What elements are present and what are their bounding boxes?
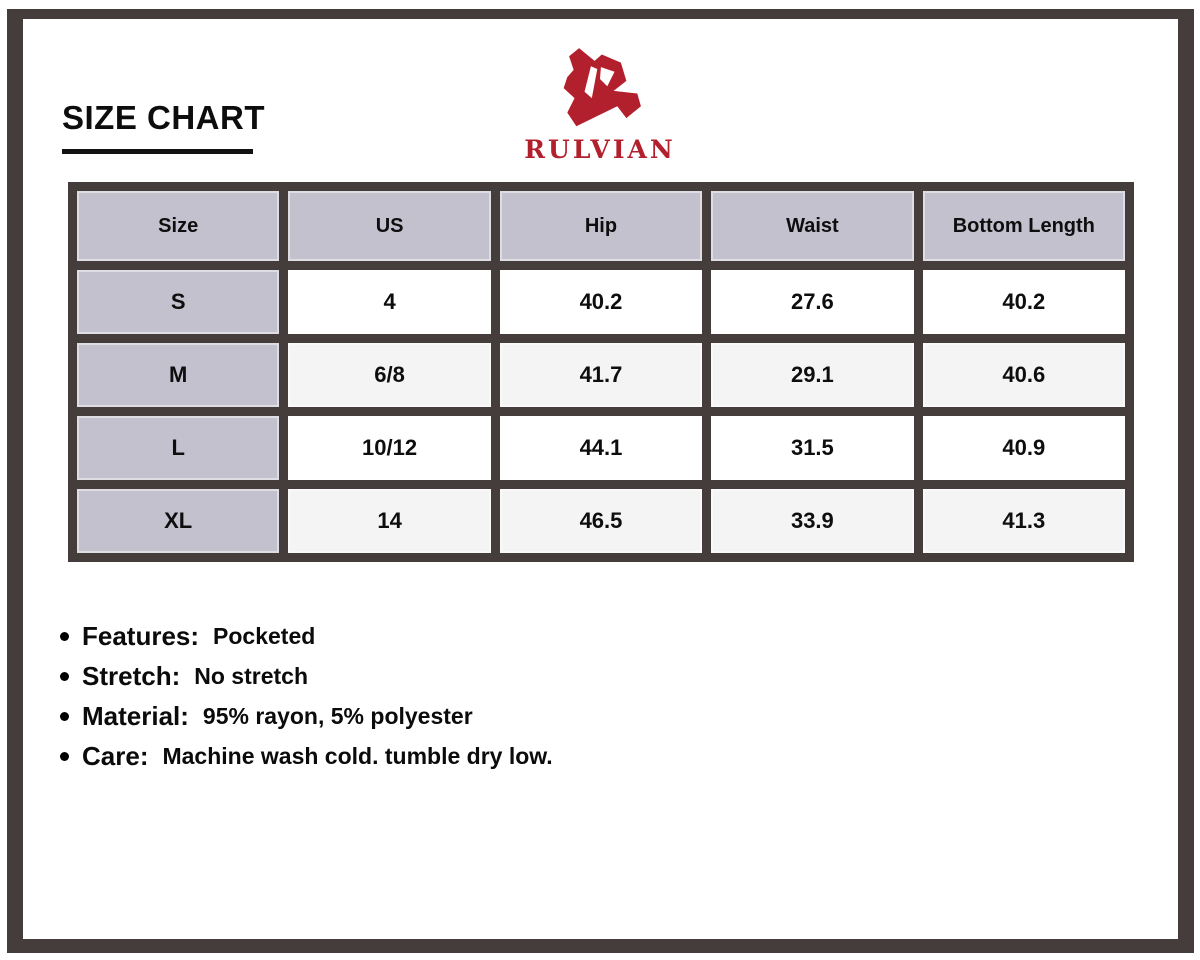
table-row-xl — [73, 485, 1130, 558]
detail-item-features — [60, 622, 553, 651]
hip-cell: 46.5 — [495, 485, 706, 558]
detail-value: 95% rayon, 5% polyester — [202, 703, 473, 729]
header-cell-size: Size — [73, 187, 284, 266]
bullet-icon — [60, 752, 69, 761]
table-row-s — [73, 266, 1130, 339]
bullet-icon — [60, 712, 69, 721]
table-row-m — [73, 339, 1130, 412]
header-cell-bottom-length: Bottom Length — [918, 187, 1129, 266]
hip-cell: 41.7 — [495, 339, 706, 412]
bottom-length-cell: 40.2 — [918, 266, 1129, 339]
us-cell: 6/8 — [284, 339, 495, 412]
detail-label: Features: — [82, 621, 200, 651]
bottom-length-cell: 40.9 — [918, 412, 1129, 485]
detail-value: Pocketed — [213, 623, 316, 649]
waist-cell: 31.5 — [707, 412, 918, 485]
title-underline — [62, 149, 253, 154]
detail-item-material — [60, 702, 553, 731]
detail-item-stretch — [60, 662, 553, 691]
us-cell: 14 — [284, 485, 495, 558]
bullet-icon — [60, 672, 69, 681]
us-cell: 4 — [284, 266, 495, 339]
hip-cell: 40.2 — [495, 266, 706, 339]
size-cell: M — [73, 339, 284, 412]
waist-cell: 29.1 — [707, 339, 918, 412]
hip-cell: 44.1 — [495, 412, 706, 485]
bullet-icon — [60, 632, 69, 641]
size-cell: L — [73, 412, 284, 485]
header-cell-hip: Hip — [495, 187, 706, 266]
size-cell: XL — [73, 485, 284, 558]
brand-logo — [490, 36, 710, 164]
size-table — [68, 182, 1134, 562]
detail-label: Stretch: — [82, 661, 181, 691]
detail-value: No stretch — [194, 663, 308, 689]
brand-wordmark: RULVIAN — [524, 135, 676, 164]
waist-cell: 27.6 — [707, 266, 918, 339]
product-details-list — [60, 622, 553, 782]
brand-r-mark-icon — [550, 36, 650, 132]
header-cell-waist: Waist — [707, 187, 918, 266]
bottom-length-cell: 40.6 — [918, 339, 1129, 412]
bottom-length-cell: 41.3 — [918, 485, 1129, 558]
detail-label: Material: — [82, 701, 189, 731]
detail-value: Machine wash cold. tumble dry low. — [162, 743, 553, 769]
us-cell: 10/12 — [284, 412, 495, 485]
size-cell: S — [73, 266, 284, 339]
waist-cell: 33.9 — [707, 485, 918, 558]
page-title: SIZE CHART — [62, 99, 265, 136]
table-header-row — [73, 187, 1130, 266]
detail-label: Care: — [82, 741, 149, 771]
header-cell-us: US — [284, 187, 495, 266]
table-row-l — [73, 412, 1130, 485]
detail-item-care — [60, 742, 553, 771]
title-block — [62, 100, 265, 154]
